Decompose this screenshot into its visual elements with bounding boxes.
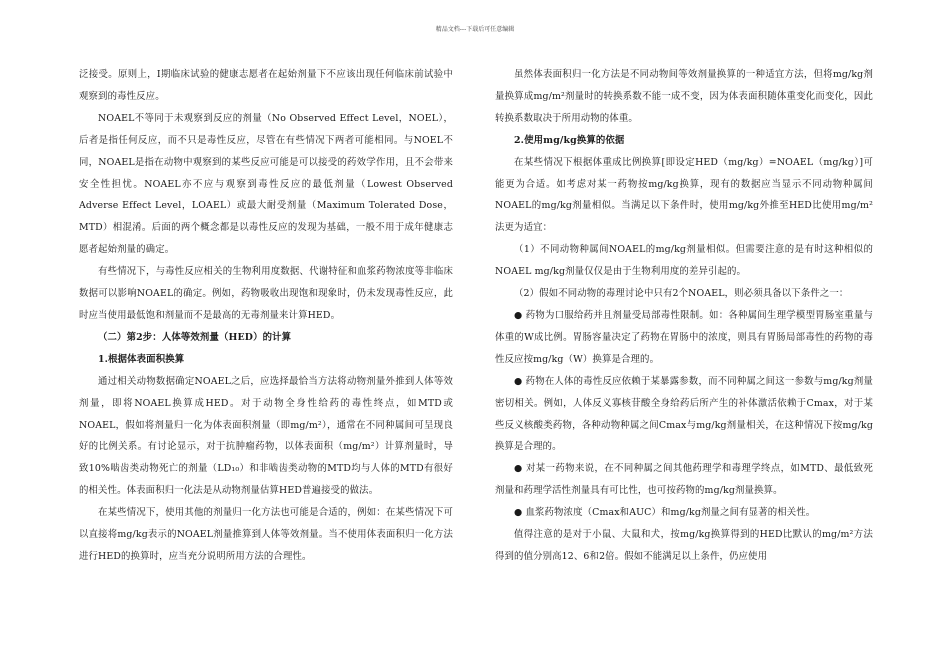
bullet-item: ● 血浆药物浓度（Cmax和AUC）和mg/kg剂量之间有显著的相关性。 bbox=[514, 507, 816, 519]
paragraph: 有些情况下，与毒性反应相关的生物利用度数据、代谢特征和血浆药物浓度等非临床数据可以影响NOAEL的确定。例如，药物吸收出现饱和现象时，仍未发现毒性反应，此时应当使用最低饱和剂量而不是最高的无毒剂量来计算HED。 bbox=[79, 266, 453, 321]
list-item: （2）假如不同动物的毒理讨论中只有2个NOAEL，则必须具备以下条件之一： bbox=[514, 288, 849, 300]
bullet-item: ● 对某一药物来说，在不同种属之间其他药理学和毒理学终点，如MTD、最低致死剂量和药理学活性剂量具有可比性，也可按药物的mg/kg剂量换算。 bbox=[495, 463, 873, 497]
paragraph: 在某些情况下，使用其他的剂量归一化方法也可能是合适的，例如：在某些情况下可以直接将mg/kg表示的NOAEL剂量推算到人体等效剂量。当不使用体表面积归一化方法进行HED的换算时，应当充分说明所用方法的合理性。 bbox=[79, 507, 453, 562]
paragraph: 虽然体表面积归一化方法是不同动物间等效剂量换算的一种适宜方法，但将mg/kg剂量换算成mg/m²剂量时的转换系数不能一成不变，因为体表面积随体重变化而变化，因此转换系数取决于所用动物的体重。 bbox=[495, 69, 873, 124]
section-heading: （二）第2步：人体等效剂量（HED）的计算 bbox=[98, 331, 292, 343]
paragraph: NOAEL不等同于未观察到反应的剂量（No Observed Effect Level，NOEL），后者是指任何反应，而不只是毒性反应，尽管在有些情况下两者可能相同。与NOEL不同，NOAEL是指在动物中观察到的某些反应可能是可以接受的药效学作用，且不会带来安全性担忧。NOAEL亦不应与观察到毒性反应的最低剂量（Lowest Observed Adverse Effect Level，LOAEL）或最大耐受剂量（Maximum Tolerated Dose，MTD）相混淆。后面的两个概念都是以毒性反应的发现为基础，一般不用于成年健康志愿者起始剂量的确定。 bbox=[79, 112, 453, 256]
subsection-heading: 1.根据体表面积换算 bbox=[98, 353, 185, 365]
subsection-heading: 2.使用mg/kg换算的依据 bbox=[514, 134, 625, 146]
bullet-item: ● 药物在人体的毒性反应依赖于某暴露参数，而不同种属之间这一参数与mg/kg剂量密切相关。例如，人体反义寡核苷酸全身给药后所产生的补体激活依赖于Cmax，对于某些反义核酸类药物，各种动物种属之间Cmax与mg/kg剂量相关，在这种情况下按mg/kg换算是合理的。 bbox=[495, 375, 873, 453]
list-item: （1）不同动物种属间NOAEL的mg/kg剂量相似。但需要注意的是有时这种相似的NOAEL mg/kg剂量仅仅是由于生物利用度的差异引起的。 bbox=[495, 244, 873, 278]
left-column bbox=[79, 64, 453, 568]
paragraph: 泛接受。原则上，I期临床试验的健康志愿者在起始剂量下不应该出现任何临床前试验中观察到的毒性反应。 bbox=[79, 69, 453, 102]
paragraph: 在某些情况下根据体重成比例换算[即设定HED（mg/kg）=NOAEL（mg/kg）]可能更为合适。如考虑对某一药物按mg/kg换算，现有的数据应当显示不同动物种属间NOAEL的mg/kg剂量相似。当满足以下条件时，使用mg/kg外推至HED比使用mg/m²法更为适宜： bbox=[495, 156, 873, 234]
right-column bbox=[495, 64, 873, 568]
page-header: 精品文档---下载后可任意编辑 bbox=[435, 26, 515, 33]
paragraph: 值得注意的是对于小鼠、大鼠和犬，按mg/kg换算得到的HED比默认的mg/m²方法得到的值分别高12、6和2倍。假如不能满足以上条件，仍应使用 bbox=[495, 529, 873, 562]
paragraph: 通过相关动物数据确定NOAEL之后，应选择最恰当方法将动物剂量外推到人体等效剂量，即将NOAEL换算成HED。对于动物全身性给药的毒性终点，如MTD或NOAEL，假如将剂量归一化为体表面积剂量（即mg/m²），通常在不同种属间可呈现良好的比例关系。有讨论显示，对于抗肿瘤药物，以体表面积（mg/m²）计算剂量时，导致10%啮齿类动物死亡的剂量（LD₁₀）和非啮齿类动物的MTD均与人体的MTD有很好的相关性。体表面积归一化法是从动物剂量估算HED普遍接受的做法。 bbox=[79, 375, 453, 497]
bullet-item: ● 药物为口服给药并且剂量受局部毒性限制。如：各种属间生理学模型胃肠室重量与体重的W成比例。胃肠容量决定了药物在胃肠中的浓度，则具有胃肠局部毒性的药物的毒性反应按mg/kg（W）换算是合理的。 bbox=[495, 309, 873, 365]
